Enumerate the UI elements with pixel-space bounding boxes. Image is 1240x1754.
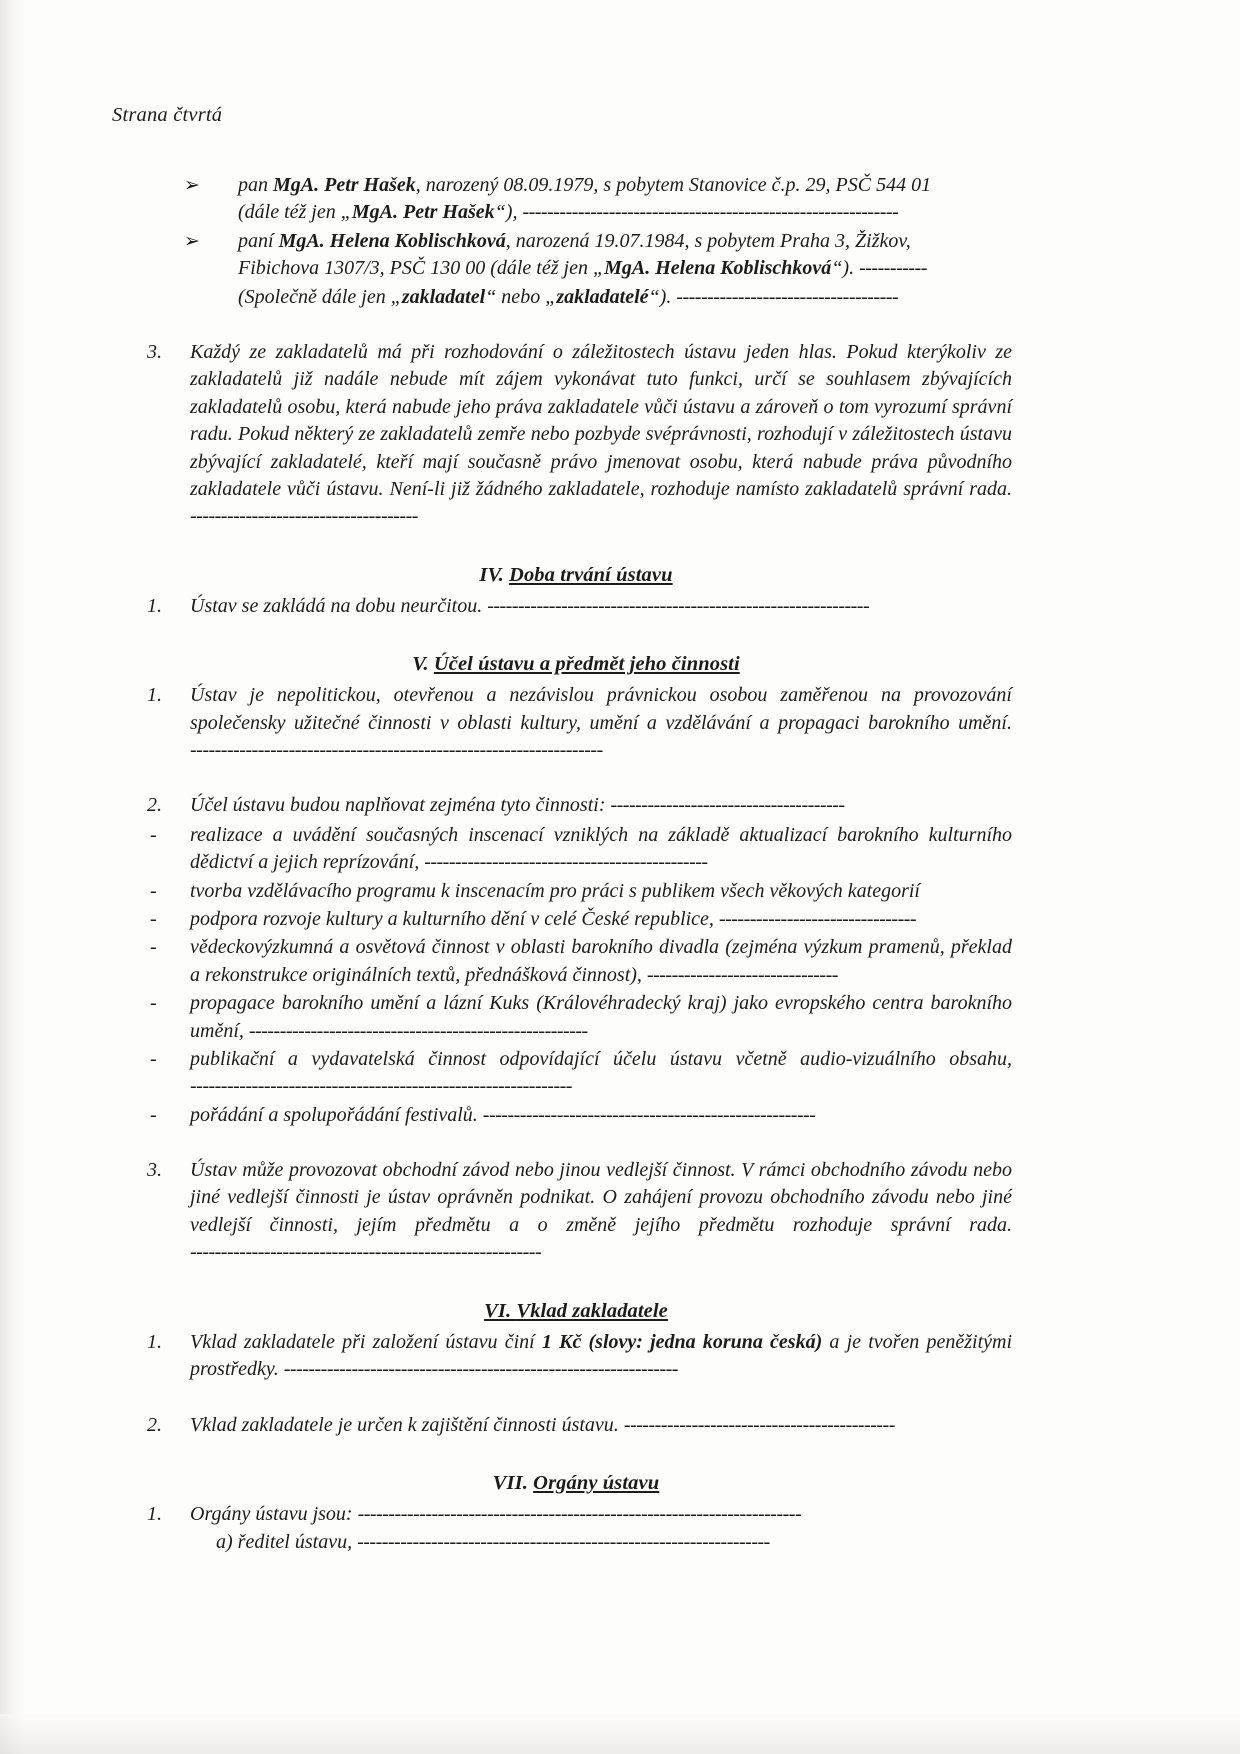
- activity-label: publikační a vydavatelská činnost odpovídající účelu ústavu včetně audio-vizuálního obsahu,: [190, 1047, 1012, 1070]
- joint-definition-line: [238, 284, 1012, 311]
- activity-label: pořádání a spolupořádání festivalů.: [190, 1103, 483, 1126]
- section-numeral: VI.: [484, 1299, 517, 1322]
- paragraph-body: [190, 1157, 1012, 1267]
- section-title: Vklad zakladatele: [516, 1299, 668, 1322]
- paragraph-text: Každý ze zakladatelů má při rozhodování o záležitostech ústavu jeden hlas. Pokud kterýkoliv ze zakladatelů již nadále nebude mít zájem vykonávat tuto funkci, určí se souhlasem zbývajících zakladatelů osobu, která nabude jeho práva zakladatele vůči ústavu a zároveň o tom vyrozumí správní radu. Pokud některý ze zakladatelů zemře nebo pozbyde svéprávnosti, rozhodují v záležitostech ústavu zbývající zakladatelé, kteří mají současně právo jmenovat osobu, která nabude práva původního zakladatele vůči ústavu. Není-li již žádného zakladatele, rozhoduje namísto zakladatelů správní rada.: [190, 340, 1012, 500]
- section-heading-vi: [140, 1297, 1012, 1325]
- dash-filler: --------------------------------------------------------------: [190, 1075, 572, 1098]
- section-title: Účel ústavu a předmět jeho činnosti: [433, 653, 740, 676]
- alias-suffix: “),: [494, 201, 523, 224]
- section-title: Doba trvání ústavu: [509, 563, 673, 586]
- page-label: Strana čtvrtá: [112, 104, 223, 126]
- deposit-rest: a je tvořen peněžitými prostředky.: [190, 1330, 1013, 1381]
- paragraph-text: Ústav se zakládá na dobu neurčitou.: [190, 594, 488, 617]
- paragraph-number: 1.: [147, 1502, 162, 1525]
- dash-filler: -------------------------------------------------------------: [522, 201, 899, 224]
- founders-list: [140, 172, 1012, 283]
- numbered-paragraph: [140, 682, 1012, 764]
- list-item: [140, 934, 1012, 989]
- section-numeral: VII.: [492, 1471, 534, 1494]
- numbered-paragraph: [140, 339, 1012, 531]
- dash-filler: ------------------------------------: [676, 285, 899, 308]
- arrow-bullet-icon: ➢: [184, 230, 200, 252]
- paragraph-number: 2.: [147, 794, 162, 817]
- founder-paragraph: [238, 172, 1012, 227]
- alias-prefix: (dále též jen „: [238, 201, 352, 224]
- list-item: [140, 878, 1012, 905]
- list-item: [140, 1046, 1012, 1101]
- activity-text: [190, 906, 1012, 933]
- dash-filler: ----------------------------------------------: [424, 851, 708, 874]
- alias-name: MgA. Helena Koblischková: [604, 257, 832, 280]
- arrow-bullet-icon: ➢: [184, 175, 200, 196]
- dash-filler: --------------------------------------: [610, 794, 845, 817]
- paragraph-number: 2.: [147, 1413, 162, 1436]
- list-item: [140, 990, 1012, 1045]
- joint-suffix: “).: [648, 285, 677, 308]
- joint-middle: “ nebo „: [485, 285, 557, 308]
- dash-filler: --------------------------------: [718, 907, 917, 930]
- founder-alias-line: [238, 199, 1012, 226]
- paragraph-text: Účel ústavu budou naplňovat zejména tyto činnosti:: [190, 794, 611, 817]
- activity-label: podpora rozvoje kultury a kulturního dění v celé České republice,: [190, 907, 719, 930]
- activity-text: [190, 990, 1012, 1045]
- numbered-paragraph: [140, 1157, 1012, 1267]
- numbered-paragraph: [140, 792, 1012, 819]
- activity-label: propagace barokního umění a lázní Kuks (Královéhradecký kraj) jako evropského centra barokního umění,: [190, 992, 1012, 1042]
- paragraph-body: [190, 1412, 1012, 1439]
- founder-prefix: pan: [238, 174, 273, 196]
- founder-alias-line: [238, 255, 1012, 282]
- joint-prefix: (Společně dále jen „: [238, 285, 402, 308]
- activity-label: vědeckovýzkumná a osvětová činnost v oblasti barokního divadla (zejména výzkum pramenů, překlad a rekonstrukce originálních textů, přednášková činnost),: [190, 936, 1012, 986]
- activity-text: [190, 1046, 1012, 1101]
- paragraph-body: [190, 339, 1012, 531]
- founder-details: , narozený 08.09.1979, s pobytem Stanovice č.p. 29, PSČ 544 01: [415, 174, 932, 196]
- numbered-paragraph: [140, 1412, 1012, 1439]
- paragraph-text: Orgány ústavu jsou:: [190, 1502, 358, 1525]
- list-item: [140, 228, 1012, 283]
- founder-name: MgA. Petr Hašek: [273, 174, 416, 196]
- dash-filler: ------------------------------------------------------------------------: [357, 1502, 802, 1525]
- dash-filler: -------------------------------------------------------: [248, 1019, 588, 1042]
- dash-bullet-icon: -: [150, 992, 157, 1015]
- alias-prefix: Fibichova 1307/3, PSČ 130 00 (dále též jen „: [238, 257, 605, 280]
- founder-paragraph: [238, 228, 1012, 283]
- dash-filler: --------------------------------------------: [623, 1413, 895, 1436]
- paragraph-number: 3.: [147, 1159, 162, 1182]
- dash-filler: -------------------------------: [646, 963, 838, 986]
- dash-filler: -------------------------------------: [190, 505, 418, 528]
- paragraph-body: [190, 593, 1012, 620]
- activity-text: [190, 1102, 1012, 1129]
- list-item: [140, 822, 1012, 877]
- dash-bullet-icon: -: [150, 1103, 157, 1126]
- activity-label: tvorba vzdělávacího programu k inscenacím pro práci s publikem všech věkových kategorií: [190, 879, 920, 902]
- deposit-amount: 1 Kč (slovy: jedna koruna česká): [541, 1330, 823, 1353]
- alias-suffix: “).: [831, 257, 860, 280]
- dash-filler: -----------: [859, 257, 927, 280]
- numbered-paragraph: [140, 1329, 1012, 1384]
- lettered-sub-item: [216, 1529, 1012, 1556]
- founder-prefix: paní: [238, 229, 279, 252]
- section-heading-iv: [140, 561, 1012, 589]
- joint-term-plural: zakladatelé: [556, 285, 649, 308]
- paragraph-number: 1.: [147, 684, 162, 707]
- activity-text: [190, 878, 1012, 905]
- dash-bullet-icon: -: [150, 907, 157, 930]
- list-item: [140, 1102, 1012, 1129]
- paragraph-number: 1.: [147, 1330, 162, 1353]
- dash-bullet-icon: -: [150, 823, 157, 846]
- paragraph-number: 1.: [147, 594, 162, 617]
- alias-name: MgA. Petr Hašek: [351, 201, 495, 224]
- numbered-paragraph: [140, 1501, 1012, 1528]
- activities-list: [140, 822, 1012, 1129]
- paragraph-text: Ústav může provozovat obchodní závod nebo jinou vedlejší činnost. V rámci obchodního závodu nebo jiné vedlejší činnosti je ústav oprávněn podnikat. O zahájení provozu obchodního závodu nebo jiné vedlejší činnosti, jejím předmětu a o změně jejího předmětu rozhoduje správní rada.: [190, 1159, 1012, 1236]
- paragraph-body: [190, 1501, 1012, 1528]
- activity-label: realizace a uvádění současných inscenací vzniklých na základě aktualizací barokního kulturního dědictví a jejich reprízování,: [190, 823, 1012, 874]
- dash-filler: -------------------------------------------------------------------: [190, 739, 603, 762]
- dash-bullet-icon: -: [150, 936, 157, 959]
- paragraph-text: Ústav je nepolitickou, otevřenou a nezávislou právnickou osobou zaměřenou na provozování společensky užitečné činnosti v oblasti kultury, umění a vzdělávání a propagaci barokního umění.: [190, 684, 1012, 734]
- section-numeral: IV.: [479, 563, 510, 586]
- paragraph-number: 3.: [147, 340, 162, 363]
- paragraph-body: [190, 682, 1012, 764]
- deposit-prefix: Vklad zakladatele při založení ústavu činí: [190, 1330, 542, 1353]
- dash-bullet-icon: -: [150, 879, 157, 902]
- numbered-paragraph: [140, 593, 1012, 620]
- paragraph-text: Vklad zakladatele je určen k zajištění činnosti ústavu.: [190, 1413, 624, 1436]
- dash-filler: --------------------------------------------------------------: [487, 594, 870, 617]
- activity-text: [190, 822, 1012, 877]
- list-item: [140, 172, 1012, 227]
- dash-filler: ------------------------------------------------------: [482, 1103, 816, 1126]
- sub-item-text: a) ředitel ústavu,: [216, 1531, 358, 1554]
- dash-filler: ---------------------------------------------------------: [190, 1241, 542, 1264]
- section-title: Orgány ústavu: [533, 1471, 660, 1494]
- joint-term-singular: zakladatel: [401, 285, 486, 308]
- dash-filler: -------------------------------------------------------------------: [357, 1531, 770, 1554]
- activity-text: [190, 934, 1012, 989]
- dash-filler: ----------------------------------------------------------------: [283, 1358, 678, 1381]
- section-heading-v: [140, 650, 1012, 678]
- list-item: [140, 906, 1012, 933]
- dash-bullet-icon: -: [150, 1047, 157, 1070]
- section-numeral: V.: [412, 653, 434, 676]
- founder-name: MgA. Helena Koblischková: [278, 229, 506, 252]
- paragraph-body: [190, 792, 1012, 819]
- paragraph-body: [190, 1329, 1012, 1384]
- document-body: [140, 172, 1012, 1557]
- section-heading-vii: [140, 1469, 1012, 1497]
- founder-details: , narozená 19.07.1984, s pobytem Praha 3, Žižkov,: [505, 229, 911, 252]
